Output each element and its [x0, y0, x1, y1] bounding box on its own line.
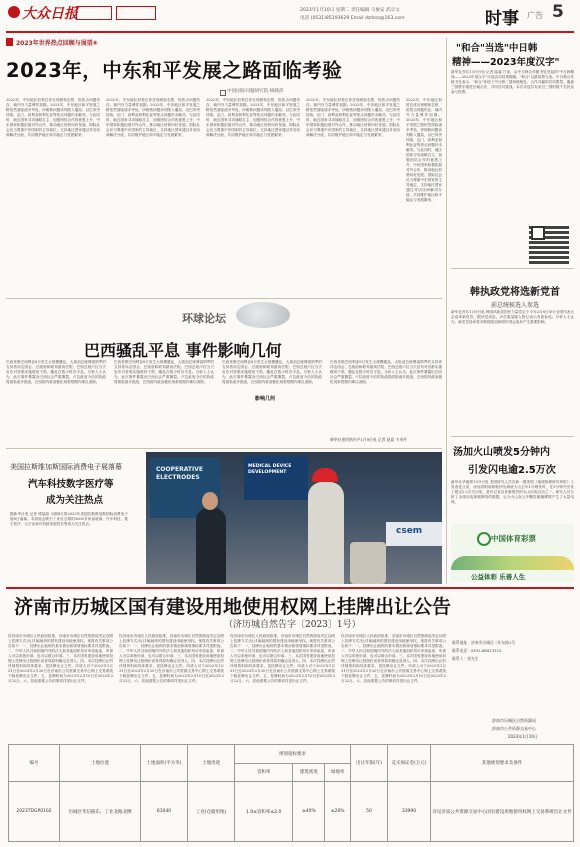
right-headline-3b: 引发闪电逾2.5万次: [468, 465, 556, 476]
lottery-brand: 中国体育彩票: [491, 534, 536, 543]
main-headline: 2023年，中东和平发展之路面临考验: [6, 59, 343, 82]
divider-right-1: [451, 268, 574, 269]
page-number: 5: [552, 2, 564, 22]
brazil-headline: 巴西骚乱平息 事件影响几何: [84, 341, 282, 360]
table-header-location: 土地位置: [60, 745, 141, 782]
photo-person-icon: [196, 508, 226, 584]
notice-issuer: 济南市历城区自然资源局: [492, 718, 536, 723]
notice-subtitle: （济历城自然告字〔2023〕1号）: [224, 620, 361, 630]
lottery-ad: [451, 524, 574, 582]
right-headline-2: 韩执政党将选新党首: [470, 287, 560, 298]
table-cell-code: 2023TDGP0102: [9, 782, 60, 842]
byline-icon: [220, 90, 226, 96]
photo-caption-line-1: 美国拉斯维加斯国际消费电子展落幕: [10, 463, 122, 471]
notice-body-col-1: 经济南市历城区人民政府批准，济南市历城区自然资源局决定以网上挂牌方式出让1幅地块的国有建设用地使用权。现将有关事项公告如下：一、挂牌出让地块的基本情况和规划指标要求详见附表。二、中华人民共和国境内外的法人和其他组织均可申请参加，申请人可以单独申请，也可以联合申请。三、本次国有建设用地使用权网上挂牌出让按照价高者得原则确定竞得人。四、本次挂牌出让的详细资料和具体要求，见挂牌出让文件。申请人可于2023年1月31日至2023年2月20日在济南市公共资源交易中心网上交易系统下载挂牌出让文件。五、挂牌时间为2023年2月10日至2023年2月22日。六、其他需要公告的事项详见出让文件。: [8, 634, 113, 683]
table-subheader-far: 容积率: [235, 763, 293, 782]
notice-issuer-2: 济南市公共资源交易中心: [492, 726, 536, 731]
right-headline-1a: "和合"当选"中日韩: [456, 43, 538, 54]
notice-contact-line-1: 联系地址：济南市历城区二环东路1号: [452, 640, 516, 645]
table-header-years: 出让年限(年): [351, 745, 388, 782]
masthead: [0, 0, 580, 36]
notice-body-col-4: 经济南市历城区人民政府批准，济南市历城区自然资源局决定以网上挂牌方式出让1幅地块的国有建设用地使用权。现将有关事项公告如下：一、挂牌出让地块的基本情况和规划指标要求详见附表。二、中华人民共和国境内外的法人和其他组织均可申请参加，申请人可以单独申请，也可以联合申请。三、本次国有建设用地使用权网上挂牌出让按照价高者得原则确定竞得人。四、本次挂牌出让的详细资料和具体要求，见挂牌出让文件。申请人可于2023年1月31日至2023年2月20日在济南市公共资源交易中心网上交易系统下载挂牌出让文件。五、挂牌时间为2023年2月10日至2023年2月22日。六、其他需要公告的事项详见出让文件。: [341, 634, 446, 683]
right-article-2-body: 新华社首尔1月9日电 韩国执政党国民力量党定于今年3月8日举行全国代表大会选举新党首。据该党消息，多位重量级人物已表示有意参选。分析人士认为，新党首选举将对韩国政局和明年国会选举产生重要影响。: [451, 310, 574, 324]
notice-body-col-2: 经济南市历城区人民政府批准，济南市历城区自然资源局决定以网上挂牌方式出让1幅地块的国有建设用地使用权。现将有关事项公告如下：一、挂牌出让地块的基本情况和规划指标要求详见附表。二、中华人民共和国境内外的法人和其他组织均可申请参加，申请人可以单独申请，也可以联合申请。三、本次国有建设用地使用权网上挂牌出让按照价高者得原则确定竞得人。四、本次挂牌出让的详细资料和具体要求，见挂牌出让文件。申请人可于2023年1月31日至2023年2月20日在济南市公共资源交易中心网上交易系统下载挂牌出让文件。五、挂牌时间为2023年2月10日至2023年2月22日。六、其他需要公告的事项详见出让文件。: [119, 634, 224, 683]
brazil-signoff: 新华社里约热内卢1月9日电 记者 赵焱 卞卓丹: [330, 437, 407, 442]
table-subheader-green: 绿地率: [325, 763, 351, 782]
table-cell-green: ≤20%: [325, 782, 351, 842]
notice-body-col-3: 经济南市历城区人民政府批准，济南市历城区自然资源局决定以网上挂牌方式出让1幅地块的国有建设用地使用权。现将有关事项公告如下：一、挂牌出让地块的基本情况和规划指标要求详见附表。二、中华人民共和国境内外的法人和其他组织均可申请参加，申请人可以单独申请，也可以联合申请。三、本次国有建设用地使用权网上挂牌出让按照价高者得原则确定竞得人。四、本次挂牌出让的详细资料和具体要求，见挂牌出让文件。申请人可于2023年1月31日至2023年2月20日在济南市公共资源交易中心网上交易系统下载挂牌出让文件。五、挂牌时间为2023年2月10日至2023年2月22日。六、其他需要公告的事项详见出让文件。: [230, 634, 335, 683]
table-cell-other: 详见济南公共资源交易中心国有建设用地使用权网上交易系统出让文件: [431, 782, 574, 842]
notice-title: 济南市历城区国有建设用地使用权网上挂牌出让公告: [14, 596, 452, 618]
brazil-body-col-4: 巴西首都巴西利亚8日发生大规模骚乱，大批前总统博索纳罗的支持者冲击国会、总统府和联邦最高法院。巴西总统卢拉当天宣布对首都实施联邦干预，骚乱在数小时后平息。分析人士认为，此次事件暴露出巴西社会严重撕裂，卢拉政府今后的执政将面临诸多挑战，巴西国内政治极化现象短期内难以消除。: [330, 360, 442, 384]
table-header-other: 其他规划要求及条件: [431, 745, 574, 782]
section-title: 时事: [485, 9, 519, 29]
photo-person-head-icon: [202, 492, 218, 510]
table-cell-area: 61040: [141, 782, 188, 842]
forum-tag: 环球论坛: [182, 312, 226, 325]
right-article-3-body: 新华社华盛顿1月9日电 美国研究人员在新一期美国《地球物理研究快报》上发表论文说，汤加洪阿哈阿帕伊岛海底火山去年1月喷发时，在5分钟内引发了超过2.5万次闪电，是有记录以来最强烈的火山闪电活动之一。研究人员分析了全球闪电探测网络的数据，认为火山灰云中颗粒碰撞摩擦产生了大量电荷。: [451, 480, 574, 504]
table-header-planning: 规划指标要求: [235, 745, 351, 764]
photo-mannequin-icon: [308, 482, 344, 584]
main-body-col-2: 2022年，中东地区形势总体呈现缓和态势，但热点问题仍存，域内外力量博弈加剧。2023年，中东地区和平发展之路依然面临诸多考验。伊朗核问题谈判陷入僵局，以巴冲突持续，也门、叙利亚和利比亚等热点问题仍未解决。与此同时，地区国家寻求战略自主、加强团结合作的意愿上升，中东国家积极拓展对外合作，推动地区形势向好发展。国际社会应当尊重中东国家的主导地位，支持地区国家通过对话协商解决分歧，共同维护地区和平稳定与发展繁荣。: [106, 98, 200, 137]
notice-top-rule: [6, 587, 574, 589]
contact-line: 电话 (0531)85193629 Email dzrbsz@163.com: [300, 16, 405, 21]
notice-contact: [452, 634, 574, 742]
divider-left-main: [6, 298, 442, 299]
notice-table: [8, 744, 574, 842]
table-cell-density: ≥40%: [293, 782, 325, 842]
table-cell-deposit: 33990: [388, 782, 431, 842]
date-line: 2023年1月10日 星期二 责任编辑 马俊安 武宗文: [300, 8, 400, 13]
photo-sign-medical: MEDICAL DEVICE: [248, 464, 292, 469]
photo-caption-line-3: 成为关注热点: [46, 495, 104, 506]
divider-right-2: [451, 436, 574, 437]
photo-sign-electrodes: ELECTRODES: [156, 474, 200, 481]
photo-caption-box: [6, 452, 130, 584]
series-tag: [6, 38, 206, 47]
masthead-rule: [6, 31, 574, 33]
main-body-col-4: 2022年，中东地区形势总体呈现缓和态势，但热点问题仍存，域内外力量博弈加剧。2023年，中东地区和平发展之路依然面临诸多考验。伊朗核问题谈判陷入僵局，以巴冲突持续，也门、叙利亚和利比亚等热点问题仍未解决。与此同时，地区国家寻求战略自主、加强团结合作的意愿上升，中东国家积极拓展对外合作，推动地区形势向好发展。国际社会应当尊重中东国家的主导地位，支持地区国家通过对话协商解决分歧，共同维护地区和平稳定与发展繁荣。: [306, 98, 400, 137]
right-headline-3a: 汤加火山喷发5分钟内: [453, 447, 550, 458]
photo-caption-body: 据新华社电 记者 谭晶晶 为期4天的2023年美国拉斯维加斯国际消费电子展8日落幕。本届展会吸引了来自全球的3000多家参展商，汽车科技、数字医疗、元宇宙和可持续发展技术等成为关注热点。: [10, 512, 128, 526]
main-body-col-1: 2022年，中东地区形势总体呈现缓和态势，但热点问题仍存，域内外力量博弈加剧。2023年，中东地区和平发展之路依然面临诸多考验。伊朗核问题谈判陷入僵局，以巴冲突持续，也门、叙利亚和利比亚等热点问题仍未解决。与此同时，地区国家寻求战略自主、加强团结合作的意愿上升，中东国家积极拓展对外合作，推动地区形势向好发展。国际社会应当尊重中东国家的主导地位，支持地区国家通过对话协商解决分歧，共同维护地区和平稳定与发展繁荣。: [6, 98, 100, 137]
photo-panel-middle: [244, 456, 308, 500]
forum-badge: [176, 300, 292, 332]
main-body-col-3: 2022年，中东地区形势总体呈现缓和态势，但热点问题仍存，域内外力量博弈加剧。2023年，中东地区和平发展之路依然面临诸多考验。伊朗核问题谈判陷入僵局，以巴冲突持续，也门、叙利亚和利比亚等热点问题仍未解决。与此同时，地区国家寻求战略自主、加强团结合作的意愿上升，中东国家积极拓展对外合作，推动地区形势向好发展。国际社会应当尊重中东国家的主导地位，支持地区国家通过对话协商解决分歧，共同维护地区和平稳定与发展繁荣。: [206, 98, 300, 137]
divider-brazil: [6, 448, 442, 449]
newspaper-logo: 大众日报: [22, 6, 78, 22]
notice-contact-line-3: 联系人：张先生: [452, 656, 479, 661]
expo-photo: [146, 452, 442, 584]
right-headline-1b: 精神——2023年度汉字": [452, 57, 560, 68]
brazil-body-col-1: 巴西首都巴西利亚8日发生大规模骚乱，大批前总统博索纳罗的支持者冲击国会、总统府和联邦最高法院。巴西总统卢拉当天宣布对首都实施联邦干预，骚乱在数小时后平息。分析人士认为，此次事件暴露出巴西社会严重撕裂，卢拉政府今后的执政将面临诸多挑战，巴西国内政治极化现象短期内难以消除。: [6, 360, 106, 384]
notice-issue-date: 2023年1月10日: [508, 734, 538, 739]
right-column-divider: [446, 38, 447, 584]
photo-sign-csem: csem: [396, 526, 423, 536]
main-body-col-5: 2022年，中东地区形势总体呈现缓和态势，但热点问题仍存，域内外力量博弈加剧。2023年，中东地区和平发展之路依然面临诸多考验。伊朗核问题谈判陷入僵局，以巴冲突持续，也门、叙利亚和利比亚等热点问题仍未解决。与此同时，地区国家寻求战略自主、加强团结合作的意愿上升，中东国家积极拓展对外合作，推动地区形势向好发展。国际社会应当尊重中东国家的主导地位，支持地区国家通过对话协商解决分歧，共同维护地区和平稳定与发展繁荣。: [406, 98, 442, 202]
globe-icon: [236, 302, 290, 328]
photo-sign-cooperative: COOPERATIVE: [156, 466, 203, 473]
photo-sign-development: DEVELOPMENT: [248, 470, 287, 475]
table-cell-far: 1.0≤容积率≤2.0: [235, 782, 293, 842]
masthead-badge-1: [76, 6, 112, 20]
photo-caption-line-2: 汽车科技数字医疗等: [28, 479, 114, 490]
qr-marker-icon: [531, 226, 545, 240]
table-header-use: 土地用途: [188, 745, 235, 782]
lottery-logo-icon: [477, 532, 491, 546]
right-subhead-2: 前总统候选人参选: [491, 302, 540, 309]
table-header-deposit: 竞买保证金(万元): [388, 745, 431, 782]
table-header-code: 编号: [9, 745, 60, 782]
brazil-subhead: 影响几何: [255, 396, 276, 402]
masthead-badge-2: [116, 6, 156, 20]
photo-hat-icon: [312, 468, 338, 482]
brazil-body-col-2: 巴西首都巴西利亚8日发生大规模骚乱，大批前总统博索纳罗的支持者冲击国会、总统府和联邦最高法院。巴西总统卢拉当天宣布对首都实施联邦干预，骚乱在数小时后平息。分析人士认为，此次事件暴露出巴西社会严重撕裂，卢拉政府今后的执政将面临诸多挑战，巴西国内政治极化现象短期内难以消除。: [114, 360, 214, 384]
right-article-1-body: 新华社首尔1月9日电 记者 陆睿 日前，由中日韩合作秘书处发起的"中日韩精神——2023年度汉字"评选活动结果揭晓，"和合"以最高票当选。中日韩合作秘书处表示，"和合"体现了中日韩三国和睦相处、合作共赢的共同愿景，寓意三国携手推进区域合作、共同应对挑战。本次评选共有来自三国的数千名民众参与投票。: [451, 70, 574, 94]
lottery-ad-wave-icon: [451, 556, 574, 570]
table-cell-location: 历城区华信路东、工业北路北侧: [60, 782, 141, 842]
section-subtitle: 广告: [527, 11, 543, 20]
table-header-area: 土地面积(平方米): [141, 745, 188, 782]
table-row: [9, 782, 574, 842]
qr-code-icon: [529, 224, 569, 264]
notice-contact-line-2: 联系电话：0531-88913372: [452, 648, 502, 653]
series-tag-text: 2023年世界热点回顾与展望⑧: [16, 40, 98, 47]
lottery-slogan: 公益体彩 乐善人生: [471, 573, 526, 581]
main-byline: 中国国际问题研究院 杨晓萍: [227, 89, 284, 94]
photo-device-icon: [350, 542, 386, 584]
newspaper-logo-icon: [8, 6, 20, 18]
table-cell-years: 50: [351, 782, 388, 842]
series-tag-icon: [6, 38, 13, 46]
brazil-body-col-3: 巴西首都巴西利亚8日发生大规模骚乱，大批前总统博索纳罗的支持者冲击国会、总统府和联邦最高法院。巴西总统卢拉当天宣布对首都实施联邦干预，骚乱在数小时后平息。分析人士认为，此次事件暴露出巴西社会严重撕裂，卢拉政府今后的执政将面临诸多挑战，巴西国内政治极化现象短期内难以消除。: [222, 360, 322, 384]
table-subheader-density: 建筑密度: [293, 763, 325, 782]
table-cell-use: 工业(仓储用地): [188, 782, 235, 842]
